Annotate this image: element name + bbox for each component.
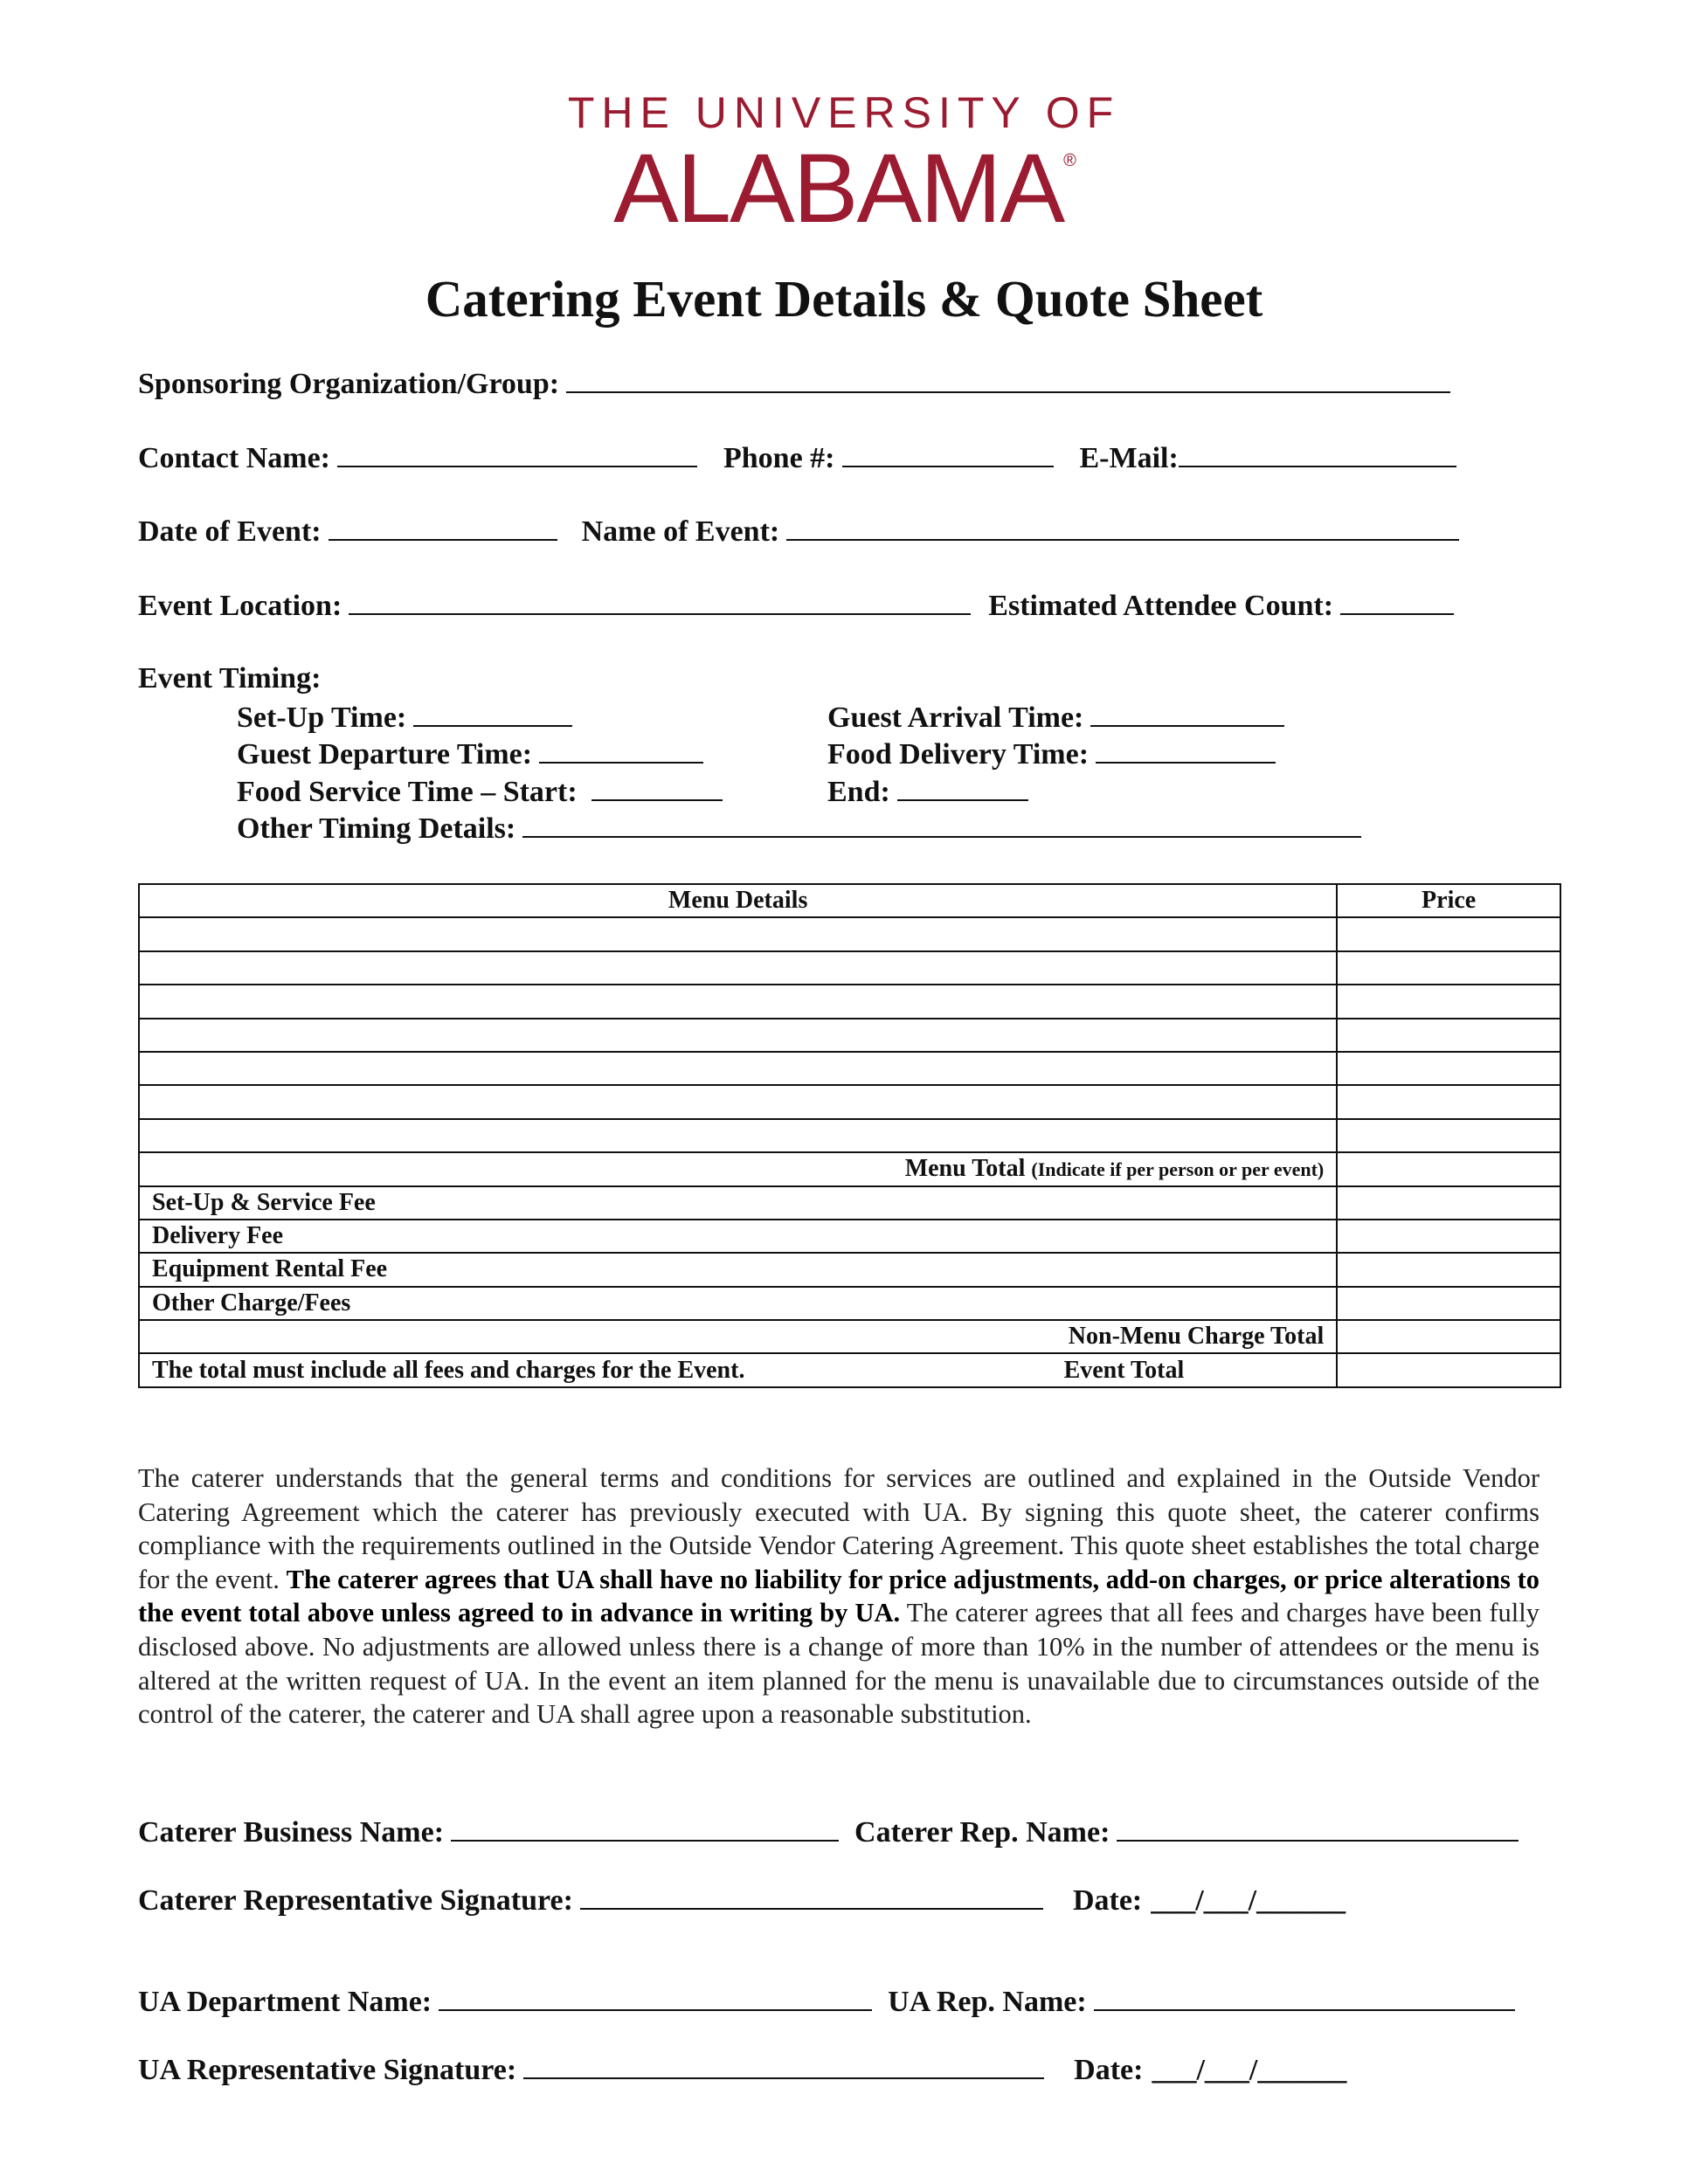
fee-row <box>139 1186 1560 1220</box>
menu-item-cell[interactable] <box>139 1019 1337 1052</box>
logo-wordmark: ALABAMA <box>613 134 1064 243</box>
ua-signature-field[interactable] <box>523 2051 1044 2079</box>
guest-arrival-label: Guest Arrival Time: <box>827 702 1084 734</box>
sponsoring-org-row <box>138 365 1450 401</box>
caterer-rep-field[interactable] <box>1117 1814 1519 1842</box>
table-row <box>139 917 1560 950</box>
caterer-signature-field[interactable] <box>580 1882 1043 1910</box>
setup-service-fee-label: Set-Up & Service Fee <box>139 1186 1337 1220</box>
name-of-event-field[interactable] <box>786 513 1459 541</box>
menu-item-cell[interactable] <box>139 985 1337 1018</box>
sponsoring-org-label: Sponsoring Organization/Group: <box>138 368 560 400</box>
table-row <box>139 951 1560 985</box>
delivery-fee-price[interactable] <box>1337 1220 1560 1253</box>
setup-time-label: Set-Up Time: <box>237 702 407 734</box>
food-service-end-row <box>827 773 1028 809</box>
fee-row <box>139 1287 1560 1320</box>
table-row <box>139 985 1560 1018</box>
menu-price-cell[interactable] <box>1337 1119 1560 1152</box>
ua-names-row <box>138 1983 1515 2019</box>
menu-total-note: (Indicate if per person or per event) <box>1031 1158 1325 1181</box>
menu-price-cell[interactable] <box>1337 1019 1560 1052</box>
price-header: Price <box>1337 884 1560 917</box>
caterer-business-field[interactable] <box>451 1814 839 1842</box>
food-service-end-field[interactable] <box>897 773 1028 801</box>
setup-time-field[interactable] <box>413 699 572 727</box>
event-location-label: Event Location: <box>138 590 342 622</box>
terms-text-2: The caterer agrees that all fees and charges have been fully disclosed above. No adjustments are allowed unless there is a change of more than 10% in the number of attendees or the menu is altered at the written request of UA. In the event an item planned for the menu is unavailable due to circumstances outside of the control of the caterer, the caterer and UA shall agree upon a reasonable substitution. <box>138 1598 1539 1730</box>
food-service-start-row <box>237 773 723 809</box>
event-total-price[interactable] <box>1337 1353 1560 1386</box>
contact-row <box>138 439 1456 475</box>
ua-signature-row <box>138 2051 1346 2087</box>
setup-time-row <box>237 699 572 735</box>
email-field[interactable] <box>1179 439 1456 467</box>
table-row <box>139 1085 1560 1118</box>
menu-price-cell[interactable] <box>1337 951 1560 985</box>
name-of-event-label: Name of Event: <box>581 515 780 548</box>
menu-total-label-cell <box>139 1152 1337 1185</box>
ua-signature-label: UA Representative Signature: <box>138 2054 517 2086</box>
menu-item-cell[interactable] <box>139 951 1337 985</box>
ua-date-field[interactable]: ___/___/______ <box>1152 2054 1347 2086</box>
guest-departure-field[interactable] <box>539 736 703 764</box>
guest-departure-label: Guest Departure Time: <box>237 738 533 771</box>
logo-alabama <box>0 134 1688 243</box>
setup-service-fee-price[interactable] <box>1337 1186 1560 1220</box>
ua-date-label: Date: <box>1074 2054 1144 2086</box>
fee-row <box>139 1253 1560 1286</box>
other-timing-field[interactable] <box>522 810 1361 838</box>
event-location-field[interactable] <box>349 587 971 615</box>
attendee-count-label: Estimated Attendee Count: <box>988 590 1334 622</box>
event-date-name-row <box>138 513 1459 549</box>
menu-details-header: Menu Details <box>139 884 1337 917</box>
guest-arrival-row <box>827 699 1284 735</box>
terms-text-bold: The caterer agrees that UA shall have no liability for price adjustments, add-on charges, or price alterations to the event total above unless agreed to in advance in writing by UA. <box>138 1564 1539 1628</box>
non-menu-total-label: Non-Menu Charge Total <box>139 1320 1337 1353</box>
logo-university-of: THE UNIVERSITY OF <box>567 88 1121 137</box>
phone-label: Phone #: <box>723 442 835 474</box>
phone-field[interactable] <box>842 439 1054 467</box>
other-timing-row <box>237 810 1361 846</box>
attendee-count-field[interactable] <box>1340 587 1454 615</box>
caterer-date-label: Date: <box>1072 1884 1143 1917</box>
guest-departure-row <box>237 736 703 771</box>
menu-item-cell[interactable] <box>139 917 1337 950</box>
location-attendee-row <box>138 587 1454 623</box>
other-timing-label: Other Timing Details: <box>237 812 516 845</box>
other-charge-fees-price[interactable] <box>1337 1287 1560 1320</box>
event-total-row <box>139 1353 1560 1386</box>
other-charge-fees-label: Other Charge/Fees <box>139 1287 1337 1320</box>
caterer-business-label: Caterer Business Name: <box>138 1816 445 1849</box>
contact-name-label: Contact Name: <box>138 442 330 474</box>
non-menu-total-price[interactable] <box>1337 1320 1560 1353</box>
ua-rep-label: UA Rep. Name: <box>888 1986 1087 2018</box>
date-of-event-label: Date of Event: <box>138 515 322 548</box>
total-note: The total must include all fees and charges for the Event. <box>152 1356 745 1384</box>
event-total-label-cell <box>139 1353 1337 1386</box>
terms-text-1: The caterer understands that the general terms and conditions for services are outlined and explained in the Outside Vendor Catering Agreement which the caterer has previously executed with UA. By signing this quote sheet, the caterer confirms compliance with the requirements outlined in the Outside Vendor Catering Agreement. This quote sheet establishes the total charge for the event. <box>138 1463 1539 1594</box>
food-delivery-row <box>827 736 1276 771</box>
guest-arrival-field[interactable] <box>1090 699 1284 727</box>
food-service-end-label: End: <box>827 776 890 808</box>
menu-item-cell[interactable] <box>139 1085 1337 1118</box>
event-total-label: Event Total <box>1063 1356 1185 1384</box>
non-menu-total-row <box>139 1320 1560 1353</box>
table-header-row <box>139 884 1560 917</box>
food-service-start-label: Food Service Time – Start: <box>237 776 578 808</box>
fee-row <box>139 1220 1560 1253</box>
menu-item-cell[interactable] <box>139 1052 1337 1085</box>
food-delivery-field[interactable] <box>1096 736 1276 764</box>
table-row <box>139 1052 1560 1085</box>
caterer-signature-label: Caterer Representative Signature: <box>138 1884 573 1917</box>
food-service-start-field[interactable] <box>591 773 723 801</box>
menu-total-price[interactable] <box>1337 1152 1560 1185</box>
caterer-signature-row <box>138 1882 1346 1918</box>
ua-rep-field[interactable] <box>1094 1983 1515 2011</box>
ua-department-label: UA Department Name: <box>138 1986 432 2018</box>
caterer-date-field[interactable]: ___/___/______ <box>1151 1884 1346 1917</box>
menu-price-cell[interactable] <box>1337 917 1560 950</box>
menu-price-cell[interactable] <box>1337 1052 1560 1085</box>
menu-item-cell[interactable] <box>139 1119 1337 1152</box>
registered-mark: ® <box>1063 151 1075 170</box>
equipment-rental-fee-label: Equipment Rental Fee <box>139 1253 1337 1286</box>
sponsoring-org-field[interactable] <box>566 365 1450 393</box>
contact-name-field[interactable] <box>337 439 697 467</box>
food-delivery-label: Food Delivery Time: <box>827 738 1090 771</box>
menu-price-cell[interactable] <box>1337 985 1560 1018</box>
page-title: Catering Event Details & Quote Sheet <box>425 270 1263 328</box>
email-label: E-Mail: <box>1079 442 1179 474</box>
menu-price-cell[interactable] <box>1337 1085 1560 1118</box>
table-row <box>139 1019 1560 1052</box>
caterer-rep-label: Caterer Rep. Name: <box>854 1816 1110 1849</box>
caterer-names-row <box>138 1814 1519 1849</box>
date-of-event-field[interactable] <box>329 513 557 541</box>
menu-total-row <box>139 1152 1560 1185</box>
equipment-rental-fee-price[interactable] <box>1337 1253 1560 1286</box>
menu-table <box>138 883 1561 1388</box>
menu-total-label: Menu Total <box>904 1155 1026 1183</box>
table-row <box>139 1119 1560 1152</box>
event-timing-heading: Event Timing: <box>138 662 322 695</box>
ua-department-field[interactable] <box>439 1983 872 2011</box>
terms-paragraph <box>138 1462 1539 1731</box>
delivery-fee-label: Delivery Fee <box>139 1220 1337 1253</box>
